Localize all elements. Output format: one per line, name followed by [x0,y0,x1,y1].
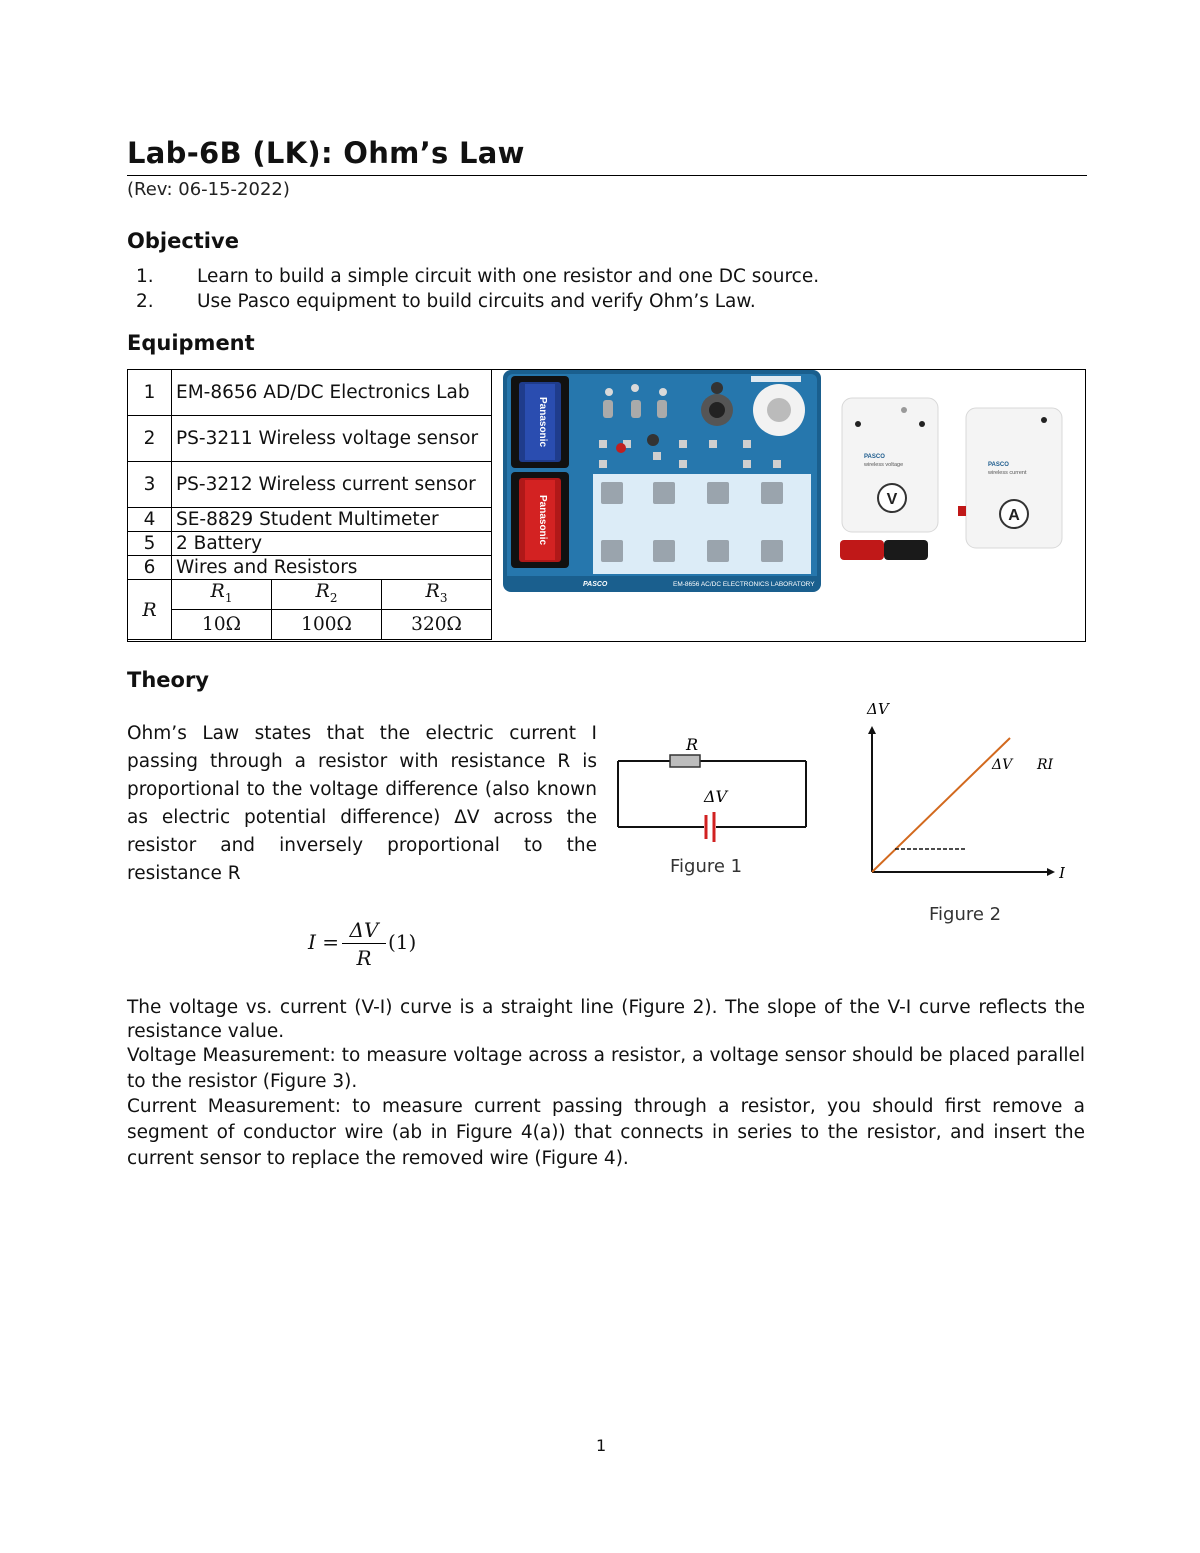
table-row: 1 EM-8656 AD/DC Electronics Lab [128,370,492,416]
equation-denominator: R [356,946,372,970]
x-axis-label: I [1059,864,1065,882]
voltage-symbol-label: ΔV [704,787,728,806]
resistor-value: 100Ω [272,610,382,640]
current-symbol: A [1008,507,1020,524]
table-row: 4 SE-8829 Student Multimeter [128,508,492,532]
objective-item: 2. Use Pasco equipment to build circuits and verify Ohm’s Law. [136,291,756,312]
brand-logo: PASCO [583,581,608,588]
figure-2-vi-graph [855,698,1065,928]
resistor-label: R [128,580,172,640]
vi-line [872,738,1010,872]
table-row: 2 PS-3211 Wireless voltage sensor [128,416,492,462]
table-row: 3 PS-3212 Wireless current sensor [128,462,492,508]
battery-label: Panasonic [537,396,548,448]
svg-text:PASCO: PASCO [864,454,885,460]
objective-item: 1. Learn to build a simple circuit with one resistor and one DC source. [136,266,820,287]
table-row [128,580,492,610]
voltage-sensor-label: wireless voltage [864,462,904,468]
resistor-symbol [670,755,700,767]
figure-1-caption: Figure 1 [670,856,743,877]
resistor-value: 10Ω [172,610,272,640]
theory-paragraph: Ohm’s Law states that the electric current I passing through a resistor with resistance R is proportional to the voltage difference (also known as electric potential difference) ΔV across the resistor and inversely proportional to the resistance R [127,723,597,884]
y-axis-label: ΔV [867,700,889,718]
figure-2-caption: Figure 2 [929,904,1002,925]
resistor-name: $R_3$ [382,580,492,610]
voltage-symbol: V [886,491,898,508]
resistor-name: $R_1$ [172,580,272,610]
figure-1-circuit-diagram [612,730,822,880]
resistor-value: 320Ω [382,610,492,640]
table-row: 6 Wires and Resistors [128,556,492,580]
line-label-left: ΔV [992,757,1013,773]
equipment-heading: Equipment [127,331,255,355]
current-sensor-label: wireless current [988,470,1027,476]
title-divider [127,175,1087,176]
current-measurement-paragraph: Current Measurement: to measure current passing through a resistor, you should first remove a segment of conductor wire (ab in Figure 4(a)) that connects in series to the resistor, and insert the current sensor to replace the removed wire (Figure 4). [127,1096,1085,1169]
fraction-bar [342,943,386,944]
table-row [128,610,492,640]
line-label-right: RI [1037,757,1054,773]
objective-heading: Objective [127,229,239,253]
wireless-sensors-image [838,390,1078,570]
equation-number: (1) [388,930,417,954]
voltage-measurement-paragraph: Voltage Measurement: to measure voltage across a resistor, a voltage sensor should be placed parallel to the resistor (Figure 3). [127,1045,1085,1092]
table-row: 5 2 Battery [128,532,492,556]
theory-heading: Theory [127,668,209,692]
equation-numerator: ΔV [349,918,379,942]
revision-date: (Rev: 06-15-2022) [127,179,290,200]
page-number: 1 [596,1436,607,1455]
svg-text:PASCO: PASCO [988,462,1009,468]
board-label: EM-8656 AC/DC ELECTRONICS LABORATORY [673,581,815,588]
resistor-symbol-label: R [686,735,699,754]
objective-list [127,264,819,314]
page-title: Lab-6B (LK): Ohm’s Law [127,136,525,170]
battery-label: Panasonic [537,494,548,546]
vi-curve-paragraph: The voltage vs. current (V-I) curve is a straight line (Figure 2). The slope of the V-I curve reflects the resistance value. [127,997,1085,1042]
equipment-table [127,369,492,640]
resistor-name: $R_2$ [272,580,382,610]
electronics-lab-board-image [503,370,821,592]
